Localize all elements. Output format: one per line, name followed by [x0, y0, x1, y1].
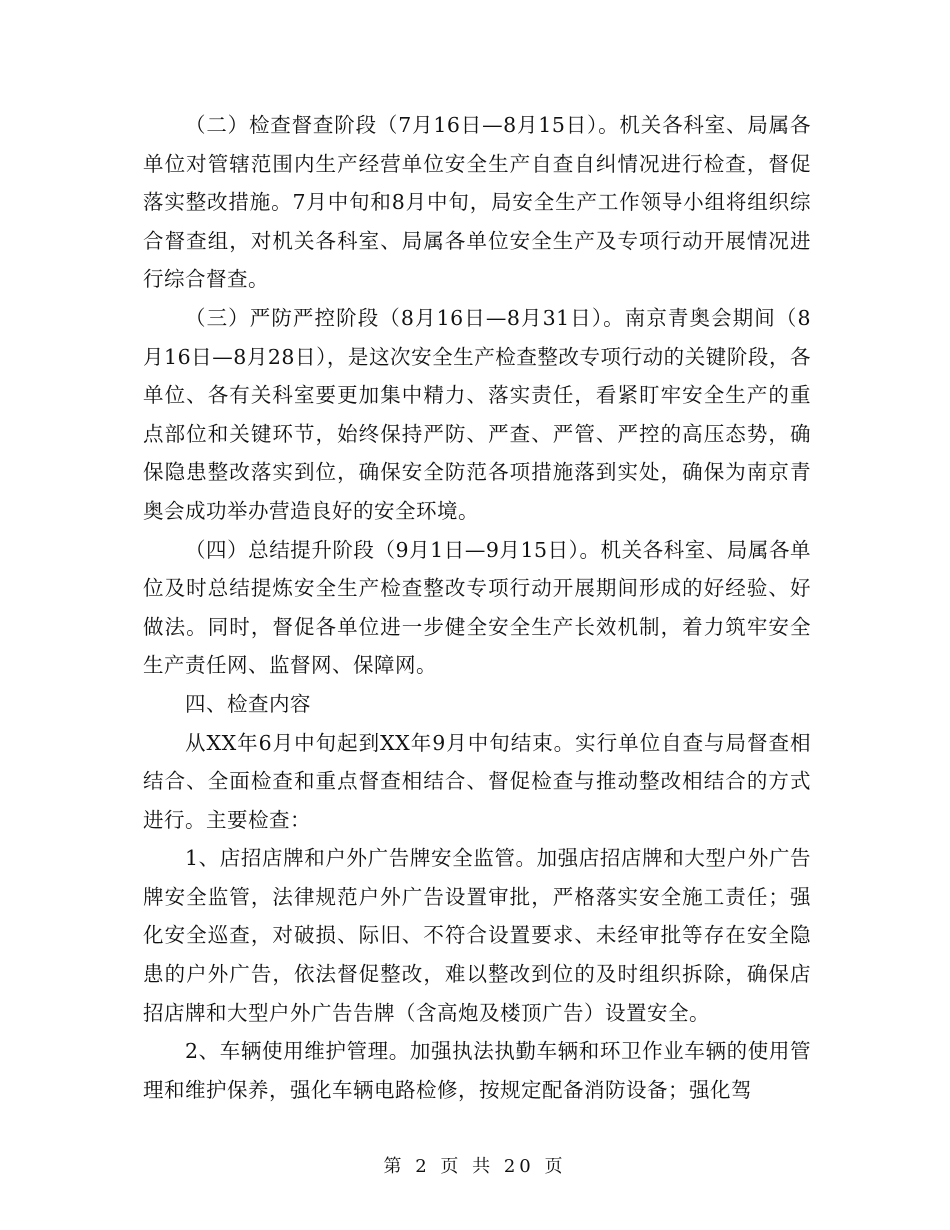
paragraph-item-1-billboards: 1、店招店牌和户外广告牌安全监管。加强店招店牌和大型户外广告牌安全监管，法律规范户外广告设置审批，严格落实安全施工责任；强化安全巡查，对破损、际旧、不符合设置要求、未经审批等存在安全隐患的户外广告，依法督促整改，难以整改到位的及时组织拆除，确保店招店牌和大型户外广告告牌（含高炮及楼顶广告）设置安全。	[143, 846, 811, 1025]
page-number-footer: 第 2 页 共 20 页	[383, 1156, 567, 1177]
paragraph-inspection-period: 从XX年6月中旬起到XX年9月中旬结束。实行单位自查与局督查相结合、全面检查和重点督查相结合、督促检查与推动整改相结合的方式进行。主要检查：	[143, 730, 811, 832]
paragraph-inspection-stage: （二）检查督查阶段（7月16日—8月15日）。机关各科室、局属各单位对管辖范围内生产经营单位安全生产自查自纠情况进行检查，督促落实整改措施。7月中旬和8月中旬，局安全生产工作领导小组将组织综合督查组，对机关各科室、局属各单位安全生产及专项行动开展情况进行综合督查。	[143, 113, 811, 292]
paragraph-strict-control-stage: （三）严防严控阶段（8月16日—8月31日）。南京青奥会期间（8月16日—8月28日），是这次安全生产检查整改专项行动的关键阶段，各单位、各有关科室要更加集中精力、落实责任，看紧盯牢安全生产的重点部位和关键环节，始终保持严防、严查、严管、严控的高压态势，确保隐患整改落实到位，确保安全防范各项措施落到实处，确保为南京青奥会成功举办营造良好的安全环境。	[143, 305, 811, 523]
paragraph-item-2-vehicles: 2、车辆使用维护管理。加强执法执勤车辆和环卫作业车辆的使用管理和维护保养，强化车辆电路检修，按规定配备消防设备；强化驾	[143, 1039, 811, 1102]
section-heading-inspection-content: 四、检查内容	[185, 691, 311, 716]
document-body	[143, 106, 811, 1109]
paragraph-summary-stage: （四）总结提升阶段（9月1日—9月15日）。机关各科室、局属各单位及时总结提炼安全生产检查整改专项行动开展期间形成的好经验、好做法。同时，督促各单位进一步健全安全生产长效机制，着力筑牢安全生产责任网、监督网、保障网。	[143, 537, 811, 678]
